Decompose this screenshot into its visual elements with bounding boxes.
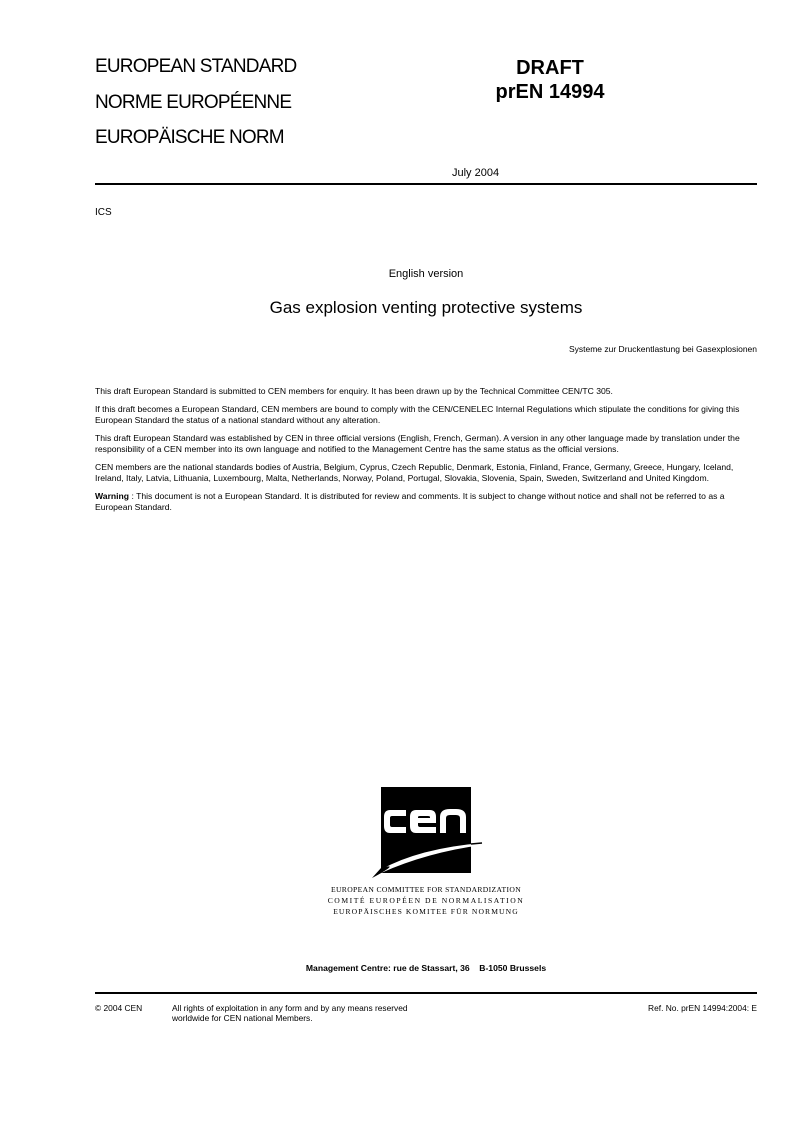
language-version: English version xyxy=(388,268,464,280)
header-divider xyxy=(95,183,757,185)
ics-label: ICS xyxy=(95,207,112,218)
publication-date: July 2004 xyxy=(452,167,500,179)
paragraph-enquiry: This draft European Standard is submitted to CEN members for enquiry. It has been drawn up by the Technical Committee CEN/TC 305. xyxy=(95,386,613,396)
paragraph-members: CEN members are the national standards bodies of Austria, Belgium, Cyprus, Czech Republic, Denmark, Estonia, Finland, France, Germany, Greece, Hungary, Iceland, Ireland, Italy, Latvia, Lithuania, Luxembourg, Malta, Netherlands, Norway, Poland, Portugal, Slovakia, Slovenia, Spain, Sweden, Switzerland and United Kingdom. xyxy=(95,462,734,483)
paragraph-warning xyxy=(95,491,760,513)
rights-statement xyxy=(172,1003,492,1023)
standard-name-de: EUROPÄISCHE NORM xyxy=(95,127,284,148)
standard-reference: prEN 14994 xyxy=(495,81,605,103)
standard-name-en: EUROPEAN STANDARD xyxy=(95,56,297,77)
standard-name-fr: NORME EUROPÉENNE xyxy=(95,92,292,113)
footer-divider xyxy=(95,992,757,994)
paragraph-compliance: If this draft becomes a European Standard, CEN members are bound to comply with the CEN/CENELEC Internal Regulations which stipulate the conditions for giving this European Standard the status of a national standard without any alteration. xyxy=(95,404,740,425)
rights-line-2: worldwide for CEN national Members. xyxy=(172,1013,313,1023)
paragraph-versions: This draft European Standard was established by CEN in three official versions (English, French, German). A version in any other language made by translation under the responsibility of a CEN member into its own language and notified to the Management Centre has the same status as the official versions. xyxy=(95,433,740,454)
committee-name-en: EUROPEAN COMMITTEE FOR STANDARDIZATION xyxy=(330,885,522,894)
document-title: Gas explosion venting protective systems xyxy=(269,298,583,317)
cen-logo-icon xyxy=(372,784,484,878)
notice-paragraphs xyxy=(95,386,760,520)
copyright: © 2004 CEN xyxy=(95,1003,143,1013)
committee-names xyxy=(250,884,602,917)
warning-label: Warning xyxy=(95,491,130,501)
committee-name-fr: COMITÉ EUROPÉEN DE NORMALISATION xyxy=(327,896,525,905)
rights-line-1: All rights of exploitation in any form and by any means reserved xyxy=(172,1003,408,1013)
reference-number: Ref. No. prEN 14994:2004: E xyxy=(648,1003,757,1013)
committee-name-de: EUROPÄISCHES KOMITEE FÜR NORMUNG xyxy=(333,907,519,916)
management-centre-address: Management Centre: rue de Stassart, 36 B-1050 Brussels xyxy=(305,963,547,973)
warning-text: : This document is not a European Standard. It is distributed for review and comments. It is subject to change without notice and shall not be referred to as a European Standard. xyxy=(95,491,725,512)
german-title: Systeme zur Druckentlastung bei Gasexplosionen xyxy=(568,344,757,354)
draft-status: DRAFT xyxy=(516,57,584,79)
